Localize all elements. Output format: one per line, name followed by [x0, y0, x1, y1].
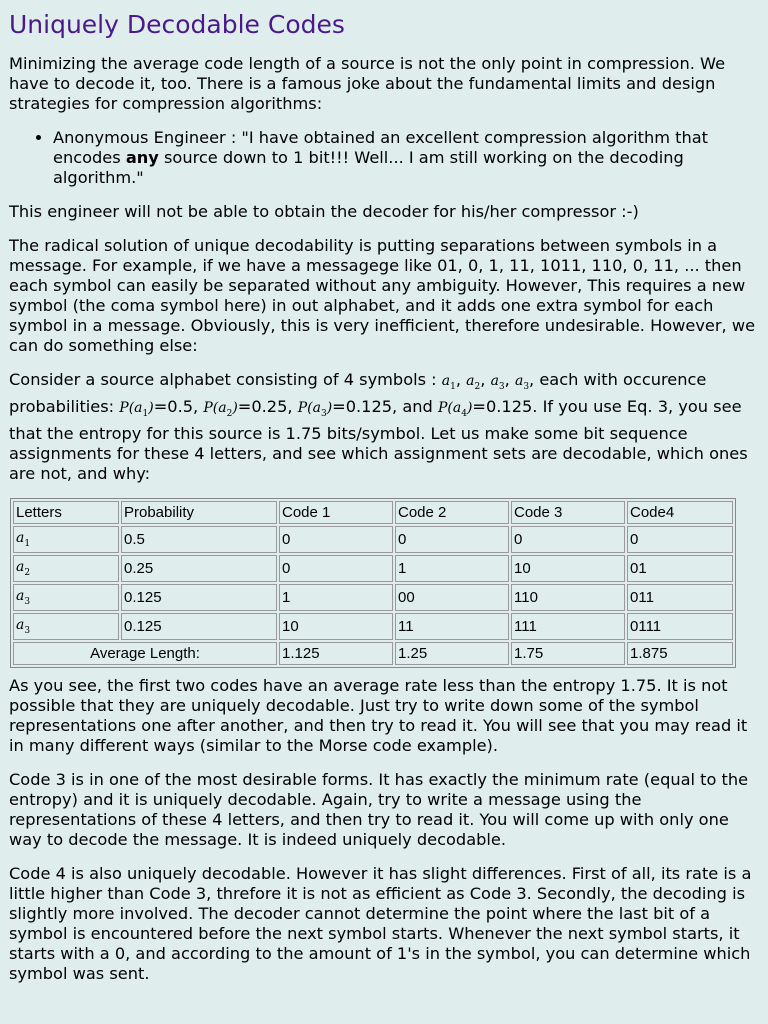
- code3-cell: 10: [511, 555, 625, 582]
- code3-cell: 111: [511, 613, 625, 640]
- code-3-paragraph: Code 3 is in one of the most desirable forms. It has exactly the minimum rate (equal to the entropy) and it is uniquely decodable. Again, try to write a message using the representations of these 4 letters, and then try to read it. You will come up with only one way to decode the message. It is indeed uniquely decodable.: [9, 769, 749, 849]
- engineer-quote: [53, 128, 760, 188]
- letter-cell: $a_3$: [13, 613, 119, 640]
- avg-code1: 1.125: [279, 642, 393, 665]
- table-row: [13, 526, 733, 553]
- table-row: [13, 555, 733, 582]
- letter-cell: $a_2$: [13, 555, 119, 582]
- symbol-a2: $a_2$: [466, 373, 481, 392]
- table-row: [13, 613, 733, 640]
- symbol-a3: $a_3$: [490, 373, 505, 392]
- code1-cell: 1: [279, 584, 393, 611]
- table-row: [13, 584, 733, 611]
- quote-list: [9, 128, 760, 188]
- prob-p4: $P(a_4)$: [437, 399, 473, 419]
- code3-cell: 110: [511, 584, 625, 611]
- code2-cell: 1: [395, 555, 509, 582]
- header-code4: Code4: [627, 501, 733, 524]
- header-code3: Code 3: [511, 501, 625, 524]
- header-letters: Letters: [13, 501, 119, 524]
- average-length-row: [13, 642, 733, 665]
- probability-cell: 0.5: [121, 526, 277, 553]
- quote-text-end: source down to 1 bit!!! Well... I am still working on the decoding algorithm.": [53, 148, 684, 187]
- code-table: [10, 498, 736, 668]
- quote-bold-word: any: [125, 148, 159, 167]
- code2-cell: 11: [395, 613, 509, 640]
- engineer-remark: This engineer will not be able to obtain the decoder for his/her compressor :-): [9, 202, 639, 221]
- code4-cell: 011: [627, 584, 733, 611]
- prob-p1: $P(a_1)$: [119, 399, 154, 419]
- letter-cell: $a_1$: [13, 526, 119, 553]
- probabilities-text: , each with occurence probabilities:: [9, 370, 707, 416]
- avg-code2: 1.25: [395, 642, 509, 665]
- intro-paragraph: Minimizing the average code length of a source is not the only point in compression. We have to decode it, too. There is a famous joke about the fundamental limits and design strategies for compression algorithms:: [9, 54, 726, 113]
- header-probability: Probability: [121, 501, 277, 524]
- letter-cell: $a_3$: [13, 584, 119, 611]
- page-title: Uniquely Decodable Codes: [9, 10, 345, 39]
- separation-paragraph: The radical solution of unique decodability is putting separations between symbols in a message. For example, if we have a messagege like 01, 0, 1, 11, 1011, 110, 0, 11, ... then each symbol can easily be separated without any ambiguity. However, This requires a new symbol (the coma symbol here) in out alphabet, and it adds one extra symbol for each symbol in a message. Obviously, this is very inefficient, therefore undesirable. However, we can do something else:: [9, 236, 756, 355]
- codes-1-2-paragraph: As you see, the first two codes have an average rate less than the entropy 1.75. It is not possible that they are uniquely decodable. Just try to write down some of the symbol representations one after another, and then try to read it. You will see that you may read it in many different ways (similar to the Morse code example).: [9, 675, 748, 755]
- code2-cell: 00: [395, 584, 509, 611]
- prob-p2: $P(a_2)$: [203, 399, 238, 419]
- probability-cell: 0.125: [121, 584, 277, 611]
- code4-cell: 0111: [627, 613, 733, 640]
- probability-cell: 0.125: [121, 613, 277, 640]
- prob-value-1: =0.5,: [153, 396, 204, 416]
- alphabet-text: Consider a source alphabet consisting of 4 symbols :: [9, 370, 442, 389]
- header-code1: Code 1: [279, 501, 393, 524]
- prob-value-3: =0.125, and: [332, 396, 438, 416]
- table-header-row: [13, 501, 733, 524]
- prob-value-2: =0.25,: [237, 396, 298, 416]
- code1-cell: 10: [279, 613, 393, 640]
- prob-value-4: =0.125. If you use Eq. 3, you see that the entropy for this source is 1.75 bits/symbol. Let us make some bit sequence assignments for these 4 letters, and see which assignment sets are decodable, which ones are not, and why:: [9, 396, 748, 483]
- quote-text-start: Anonymous Engineer : "I have obtained an excellent compression algorithm that encodes: [53, 128, 709, 167]
- average-length-label: Average Length:: [13, 642, 277, 665]
- header-code2: Code 2: [395, 501, 509, 524]
- prob-p3: $P(a_3)$: [297, 399, 333, 419]
- symbol-a1: $a_1$: [441, 373, 456, 392]
- code2-cell: 0: [395, 526, 509, 553]
- code4-cell: 0: [627, 526, 733, 553]
- code1-cell: 0: [279, 555, 393, 582]
- code4-cell: 01: [627, 555, 733, 582]
- code-4-paragraph: Code 4 is also uniquely decodable. However it has slight differences. First of all, its rate is a little higher than Code 3, threfore it is not as efficient as Code 3. Secondly, the decoding is slightly more involved. The decoder cannot determine the point where the last bit of a symbol is encountered before the next symbol starts. Whenever the next symbol starts, it starts with a 0, and according to the amount of 1's in the symbol, you can determine which symbol was sent.: [9, 863, 752, 983]
- alphabet-paragraph: Consider a source alphabet consisting of 4 symbols : $a_1$, $a_2$, $a_3$, $a_3$, each with occurence probabilities: $P(a_1)=0.5$, $P(a_2)=0.25$, $P(a_3)=0.125$, and $P(a_4)=0.125$. If you use Eq. 3, you see that the entropy for this source is 1.75 bits/symbol. Let us make some bit sequence assignments for these 4 letters, and see which assignment sets are decodable, which ones are not, and why:: [9, 370, 748, 483]
- avg-code4: 1.875: [627, 642, 733, 665]
- code1-cell: 0: [279, 526, 393, 553]
- code3-cell: 0: [511, 526, 625, 553]
- symbol-a3b: $a_3$: [514, 373, 530, 392]
- probability-cell: 0.25: [121, 555, 277, 582]
- avg-code3: 1.75: [511, 642, 625, 665]
